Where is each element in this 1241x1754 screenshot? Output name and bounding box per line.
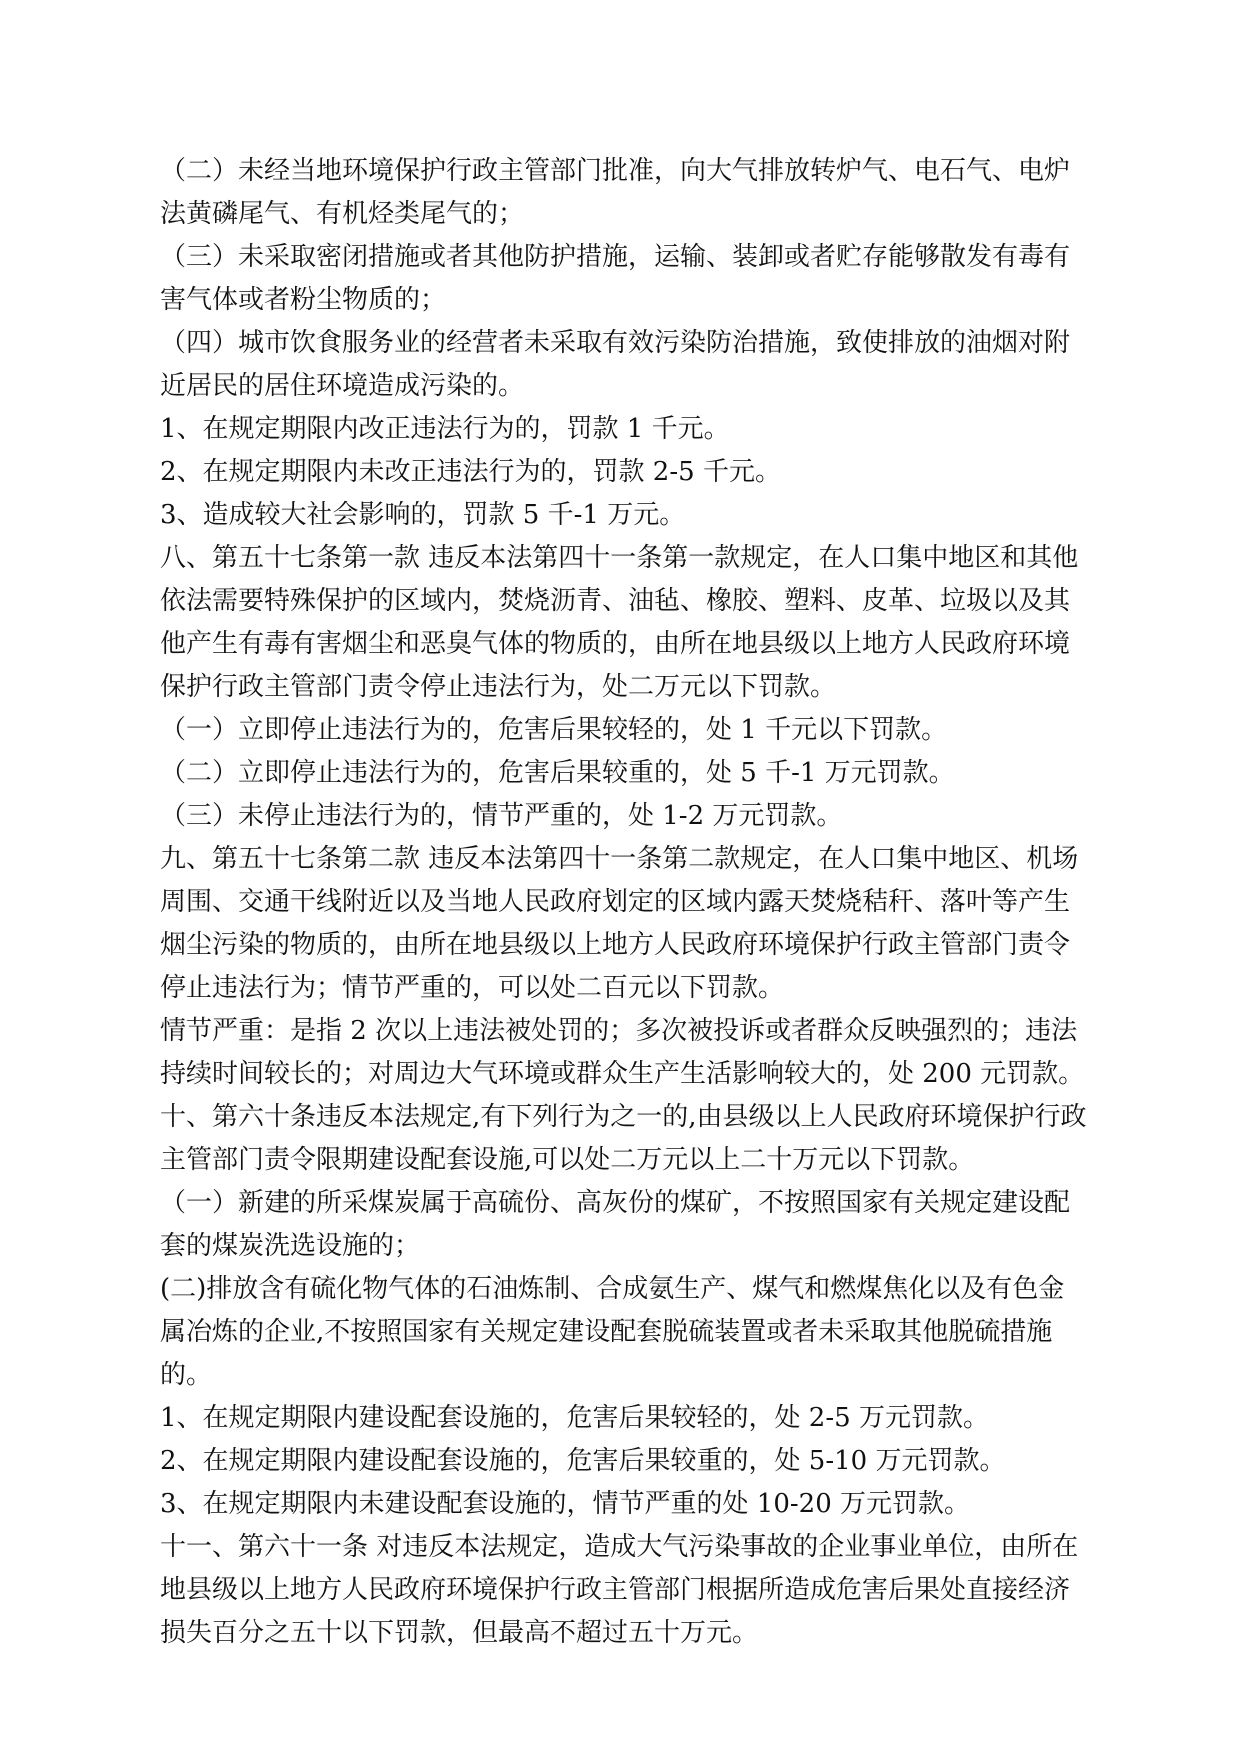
- text-line: 2、在规定期限内未改正违法行为的，罚款 2-5 千元。: [160, 457, 781, 487]
- text-line: （一）新建的所采煤炭属于高硫份、高灰份的煤矿，不按照国家有关规定建设配: [160, 1188, 1071, 1218]
- text-line: 损失百分之五十以下罚款，但最高不超过五十万元。: [160, 1618, 759, 1648]
- text-line: 害气体或者粉尘物质的；: [160, 285, 447, 315]
- text-line: 主管部门责令限期建设配套设施,可以处二万元以上二十万元以下罚款。: [160, 1145, 975, 1175]
- text-line: 套的煤炭洗选设施的；: [160, 1231, 421, 1261]
- text-line: （二）未经当地环境保护行政主管部门批准，向大气排放转炉气、电石气、电炉: [160, 156, 1071, 186]
- text-line: 八、第五十七条第一款 违反本法第四十一条第一款规定，在人口集中地区和其他: [160, 543, 1079, 573]
- text-line: 十一、第六十一条 对违反本法规定，造成大气污染事故的企业事业单位，由所在: [160, 1532, 1079, 1562]
- text-line: 地县级以上地方人民政府环境保护行政主管部门根据所造成危害后果处直接经济: [160, 1575, 1071, 1605]
- text-line: 烟尘污染的物质的，由所在地县级以上地方人民政府环境保护行政主管部门责令: [160, 930, 1071, 960]
- text-line: （一）立即停止违法行为的，危害后果较轻的，处 1 千元以下罚款。: [160, 715, 948, 745]
- text-line: 情节严重：是指 2 次以上违法被处罚的；多次被投诉或者群众反映强烈的；违法: [160, 1016, 1078, 1046]
- text-line: 的。: [160, 1360, 213, 1390]
- text-line: 十、第六十条违反本法规定,有下列行为之一的,由县级以上人民政府环境保护行政: [160, 1102, 1087, 1132]
- text-line: 保护行政主管部门责令停止违法行为，处二万元以下罚款。: [160, 672, 837, 702]
- document-body: [160, 150, 1090, 1655]
- text-line: 持续时间较长的；对周边大气环境或群众生产生活影响较大的，处 200 元罚款。: [160, 1059, 1085, 1089]
- text-line: 依法需要特殊保护的区域内，焚烧沥青、油毡、橡胶、塑料、皮革、垃圾以及其: [160, 586, 1071, 616]
- text-line: 属冶炼的企业,不按照国家有关规定建设配套脱硫装置或者未采取其他脱硫措施: [160, 1317, 1053, 1347]
- text-line: 1、在规定期限内改正违法行为的，罚款 1 千元。: [160, 414, 730, 444]
- text-line: 近居民的居住环境造成污染的。: [160, 371, 525, 401]
- text-line: 3、造成较大社会影响的，罚款 5 千-1 万元。: [160, 500, 686, 530]
- text-line: （四）城市饮食服务业的经营者未采取有效污染防治措施，致使排放的油烟对附: [160, 328, 1071, 358]
- text-line: 周围、交通干线附近以及当地人民政府划定的区域内露天焚烧秸秆、落叶等产生: [160, 887, 1071, 917]
- text-line: （三）未停止违法行为的，情节严重的，处 1-2 万元罚款。: [160, 801, 843, 831]
- text-line: （二）立即停止违法行为的，危害后果较重的，处 5 千-1 万元罚款。: [160, 758, 955, 788]
- text-line: 他产生有毒有害烟尘和恶臭气体的物质的，由所在地县级以上地方人民政府环境: [160, 629, 1071, 659]
- text-line: (二)排放含有硫化物气体的石油炼制、合成氨生产、煤气和燃煤焦化以及有色金: [160, 1274, 1065, 1304]
- text-line: 2、在规定期限内建设配套设施的，危害后果较重的，处 5-10 万元罚款。: [160, 1446, 1006, 1476]
- text-line: 九、第五十七条第二款 违反本法第四十一条第二款规定，在人口集中地区、机场: [160, 844, 1079, 874]
- text-line: 1、在规定期限内建设配套设施的，危害后果较轻的，处 2-5 万元罚款。: [160, 1403, 989, 1433]
- text-line: 停止违法行为；情节严重的，可以处二百元以下罚款。: [160, 973, 785, 1003]
- text-line: （三）未采取密闭措施或者其他防护措施，运输、装卸或者贮存能够散发有毒有: [160, 242, 1071, 272]
- text-line: 法黄磷尾气、有机烃类尾气的；: [160, 199, 525, 229]
- text-line: 3、在规定期限内未建设配套设施的，情节严重的处 10-20 万元罚款。: [160, 1489, 971, 1519]
